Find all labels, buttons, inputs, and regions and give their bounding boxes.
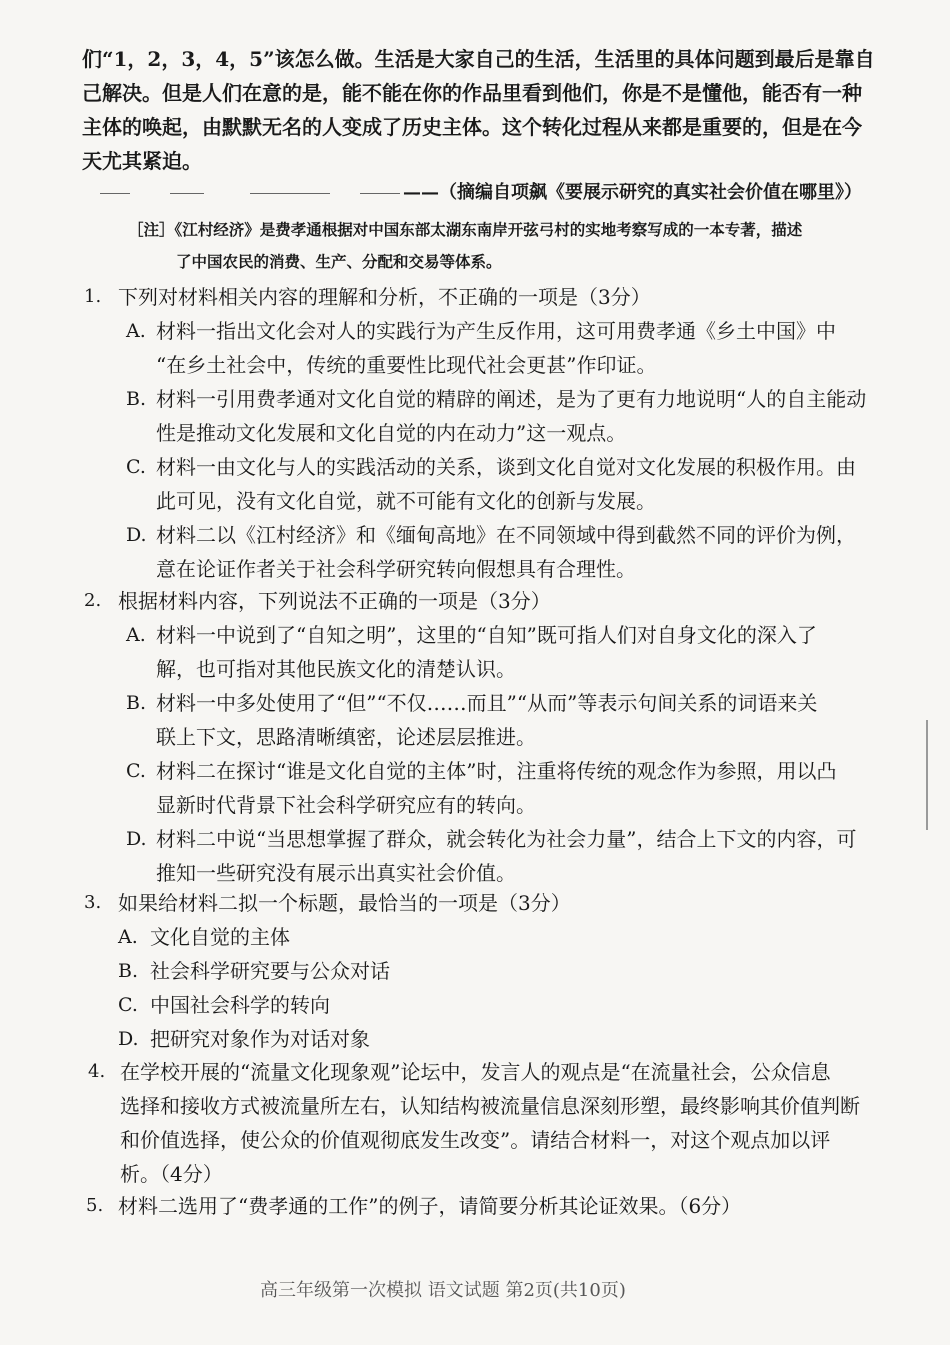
passage-line: 己解决。但是人们在意的是，能不能在你的作品里看到他们，你是不是懂他，能否有一种 xyxy=(82,81,862,105)
lead-dash xyxy=(360,193,400,194)
lead-dash xyxy=(170,193,204,194)
option-text: “在乡土社会中，传统的重要性比现代社会更甚”作印证。 xyxy=(156,353,657,377)
option-text: 材料二中说“当思想掌握了群众，就会转化为社会力量”，结合上下文的内容，可 xyxy=(156,827,857,851)
question-number: 5. xyxy=(86,1195,104,1216)
option-label: B. xyxy=(126,388,147,410)
option-text: 社会科学研究要与公众对话 xyxy=(150,959,390,983)
passage-line: 天尤其紧迫。 xyxy=(82,149,202,173)
lead-dash xyxy=(250,193,330,194)
option-text: 文化自觉的主体 xyxy=(150,925,290,949)
option-label: B. xyxy=(118,960,139,982)
question-stem: 如果给材料二拟一个标题，最恰当的一项是（3分） xyxy=(118,891,571,915)
option-label: A. xyxy=(126,624,146,646)
option-text: 材料一指出文化会对人的实践行为产生反作用，这可用费孝通《乡土中国》中 xyxy=(156,319,836,343)
option-text: 把研究对象作为对话对象 xyxy=(150,1027,370,1051)
option-text: 此可见，没有文化自觉，就不可能有文化的创新与发展。 xyxy=(156,489,656,513)
option-text: 材料二在探讨“谁是文化自觉的主体”时，注重将传统的观念作为参照，用以凸 xyxy=(156,759,837,783)
option-text: 材料一引用费孝通对文化自觉的精辟的阐述，是为了更有力地说明“人的自主能动 xyxy=(156,387,867,411)
option-text: 推知一些研究没有展示出真实社会价值。 xyxy=(156,861,516,885)
question-stem: 下列对材料相关内容的理解和分析，不正确的一项是（3分） xyxy=(118,285,651,309)
option-text: 材料一由文化与人的实践活动的关系，谈到文化自觉对文化发展的积极作用。由 xyxy=(156,455,856,479)
question-stem: 根据材料内容，下列说法不正确的一项是（3分） xyxy=(118,589,551,613)
note-line: 了中国农民的消费、生产、分配和交易等体系。 xyxy=(176,252,502,271)
question-stem: 材料二选用了“费孝通的工作”的例子，请简要分析其论证效果。（6分） xyxy=(118,1194,742,1218)
question-stem-line: 析。（4分） xyxy=(120,1162,223,1186)
option-text: 解，也可指对其他民族文化的清楚认识。 xyxy=(156,657,516,681)
source-attribution xyxy=(100,181,870,205)
question-number: 4. xyxy=(88,1061,106,1082)
option-text: 材料二以《江村经济》和《缅甸高地》在不同领域中得到截然不同的评价为例， xyxy=(156,523,856,547)
passage-line: 主体的唤起，由默默无名的人变成了历史主体。这个转化过程从来都是重要的，但是在今 xyxy=(82,115,862,139)
option-label: C. xyxy=(126,456,146,478)
option-label: A. xyxy=(118,926,138,948)
option-text: 联上下文，思路清晰缜密，论述层层推进。 xyxy=(156,725,536,749)
question-stem-line: 选择和接收方式被流量所左右，认知结构被流量信息深刻形塑，最终影响其价值判断 xyxy=(120,1094,860,1118)
option-label: D. xyxy=(126,828,147,850)
option-text: 意在论证作者关于社会科学研究转向假想具有合理性。 xyxy=(156,557,636,581)
lead-dash xyxy=(100,193,130,194)
option-label: D. xyxy=(118,1028,139,1050)
option-label: B. xyxy=(126,692,147,714)
question-number: 3. xyxy=(84,892,102,913)
option-text: 中国社会科学的转向 xyxy=(150,993,330,1017)
question-number: 1. xyxy=(84,286,102,307)
question-stem-line: 在学校开展的“流量文化现象观”论坛中，发言人的观点是“在流量社会，公众信息 xyxy=(120,1060,831,1084)
scan-artifact xyxy=(926,720,928,830)
source-text: ——（摘编自项飙《要展示研究的真实社会价值在哪里》） xyxy=(403,182,862,203)
option-label: C. xyxy=(126,760,146,782)
question-number: 2. xyxy=(84,590,102,611)
option-text: 性是推动文化发展和文化自觉的内在动力”这一观点。 xyxy=(156,421,627,445)
option-text: 材料一中说到了“自知之明”，这里的“自知”既可指人们对自身文化的深入了 xyxy=(156,623,817,647)
question-stem-line: 和价值选择，使公众的价值观彻底发生改变”。请结合材料一，对这个观点加以评 xyxy=(120,1128,831,1152)
passage-line: 们“1，2，3，4，5”该怎么做。生活是大家自己的生活，生活里的具体问题到最后是靠自 xyxy=(82,47,875,71)
option-text: 材料一中多处使用了“但”“不仅……而且”“从而”等表示句间关系的词语来关 xyxy=(156,691,818,715)
option-label: D. xyxy=(126,524,147,546)
note-line: ［注］《江村经济》是费孝通根据对中国东部太湖东南岸开弦弓村的实地考察写成的一本专著，描述 xyxy=(128,220,803,239)
option-text: 显新时代背景下社会科学研究应有的转向。 xyxy=(156,793,536,817)
option-label: C. xyxy=(118,994,138,1016)
option-label: A. xyxy=(126,320,146,342)
page-footer: 高三年级第一次模拟 语文试题 第2页(共10页) xyxy=(260,1280,626,1301)
